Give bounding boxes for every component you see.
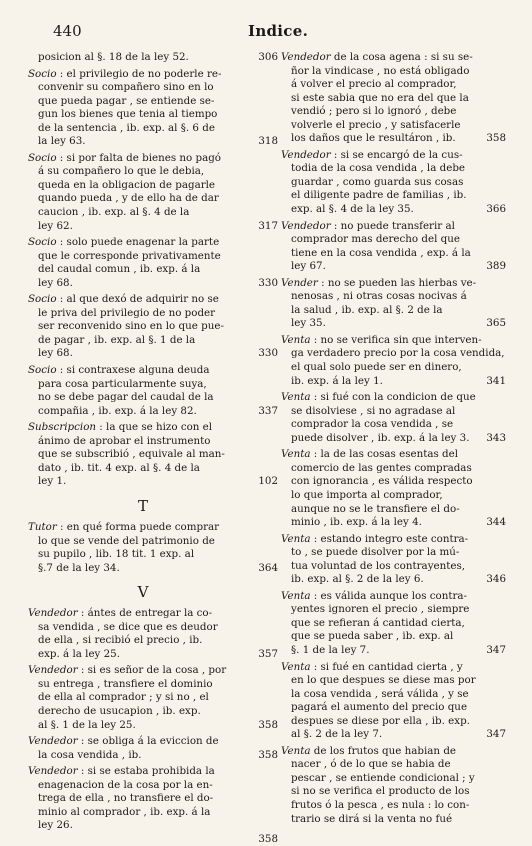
entry-line: comprador mas derecho del que (291, 233, 460, 246)
entry-headword: Vendedor (281, 51, 331, 63)
entry-line: puede disolver , ib. exp. á la ley 3. (291, 431, 470, 444)
entry-line: dato , ib. tit. 4 exp. al §. 4 de la (38, 461, 200, 474)
entry-headword: Venta (281, 333, 311, 346)
entry-line: tua voluntad de los contrayentes, (291, 559, 466, 572)
entry-line: los daños que le resultáron , ib. (291, 132, 456, 145)
page-reference: 344 (486, 516, 506, 529)
entry-line: la salud , ib. exp. al §. 2 de la (291, 303, 443, 316)
entry-headword: Venta (281, 532, 311, 545)
index-entry (281, 220, 506, 274)
entry-line: yentes ignoren el precio , siempre (291, 603, 470, 616)
entry-line: al §. 1 de la ley 25. (38, 718, 136, 731)
entry-line: el diligente padre de familias , ib. (291, 189, 467, 202)
entry-line: Vendedor : si se estaba prohibida la (28, 765, 215, 778)
entry-line: Vendedor : si es señor de la cosa , por (28, 664, 227, 677)
entry-line: convenir su compañero sino en lo (38, 81, 214, 94)
entry-line: lo que importa al comprador, (291, 488, 443, 501)
entry-headword: Subscripcion (28, 421, 97, 434)
entry-line: todia de la cosa vendida , la debe (291, 162, 466, 175)
entry-line: minio al comprador , ib. exp. á la (38, 805, 211, 818)
page-reference: 102 (258, 475, 278, 488)
entry-line: §. 1 de la ley 7. (291, 643, 370, 656)
entry-line: despues se diese por ella , ib. exp. (291, 714, 470, 727)
entry-headword: Venta (281, 448, 311, 461)
entry-line: caucion , ib. exp. al §. 4 de la (38, 206, 190, 219)
entry-line: aunque no se le transfiere el do- (291, 502, 460, 515)
entry-line: que le corresponde privativamente (38, 249, 221, 262)
page-reference: 330 (258, 347, 278, 360)
entry-headword: Vendedor (28, 765, 78, 778)
entry-line: ib. exp. al §. 2 de la ley 6. (291, 573, 424, 586)
entry-line: ley 26. (38, 819, 73, 832)
entry-line: ley 67. (291, 260, 326, 273)
entry-line: Venta : estando integro este contra- (281, 532, 469, 545)
index-entry (28, 152, 278, 233)
entry-line: comprador la cosa vendida , se (291, 418, 454, 431)
entry-line: Venta de los frutos que habian de (281, 744, 457, 757)
entry-line: Vendedor : se obliga á la eviccion de (28, 735, 219, 748)
entry-line: si este sabia que no era del que la (291, 91, 469, 104)
entry-line: su pupilo , lib. 18 tit. 1 exp. al (38, 548, 195, 561)
entry-line: ánimo de aprobar el instrumento (38, 434, 211, 447)
index-entry (28, 521, 278, 575)
entry-headword: Venta (281, 660, 311, 673)
entry-line: no se debe pagar del caudal de la (38, 391, 214, 404)
index-entry (281, 51, 506, 146)
entry-headword: Socio (28, 364, 57, 377)
entry-line: exp. al §. 4 de la ley 35. (291, 203, 414, 216)
entry-line: to , se puede disolver por la mú- (291, 546, 460, 559)
index-entry (28, 51, 278, 65)
entry-headword: Socio (28, 67, 57, 80)
index-entry (281, 745, 506, 826)
entry-line: Venta : si fué con la condicion de que (281, 391, 476, 404)
entry-line: ib. exp. á la ley 1. (291, 374, 383, 387)
entry-line: que pueda pagar , se entiende se- (38, 94, 215, 107)
index-entry (281, 277, 506, 331)
entry-line: Vendedor : no puede transferir al (281, 219, 455, 232)
entry-line: su entrega , transfiere el dominio (38, 677, 213, 690)
index-entry (281, 334, 506, 388)
entry-line: Socio : al que dexó de adquirir no se (28, 293, 219, 306)
index-entry (28, 293, 278, 361)
entry-line: en lo que despues se diese mas por (291, 674, 476, 687)
entry-line: tiene en la cosa vendida , exp. á la (291, 246, 471, 259)
entry-line: sa vendida , se dice que es deudor (38, 620, 218, 633)
entry-line: la ley 63. (38, 135, 86, 148)
page-reference: 343 (486, 431, 506, 444)
entry-line: vendió ; pero si lo ignoró , debe (291, 105, 457, 118)
entry-headword: Venta (281, 391, 311, 404)
entry-line: ley 35. (291, 317, 326, 330)
entry-line: la cosa vendida , será válida , y se (291, 687, 469, 700)
entry-line: de pagar , ib. exp. al §. 1 de la (38, 333, 196, 346)
entry-line: con ignorancia , es válida respecto (291, 475, 473, 488)
entry-headword: Vendedor (28, 664, 78, 677)
page-reference: 341 (486, 374, 506, 387)
entry-line: que se pueda saber , ib. exp. al (291, 630, 454, 643)
index-entry (28, 364, 278, 418)
entry-line: pescar , se entiende condicional ; y (291, 771, 475, 784)
entry-line: ñor la vindicase , no está obligado (291, 64, 470, 77)
page-title: Indice. (248, 22, 309, 40)
entry-line: á su compañero lo que le debia, (38, 165, 205, 178)
entry-line: guardar , como guarda sus cosas (291, 175, 464, 188)
entry-headword: Vendedor (28, 735, 78, 748)
entry-line: nacer , ó de lo que se habia de (291, 758, 451, 771)
entry-line: Socio : si por falta de bienes no pagó (28, 151, 222, 164)
section-letter: V (137, 583, 149, 602)
entry-line: Socio : solo puede enagenar la parte (28, 236, 220, 249)
entry-line: ley 62. (38, 219, 73, 232)
entry-line: para cosa particularmente suya, (38, 377, 207, 390)
entry-headword: Tutor (28, 520, 57, 533)
index-entry (281, 533, 506, 587)
entry-line: frutos ó la pesca , es nula : lo con- (291, 798, 470, 811)
page-reference: 358 (258, 832, 278, 845)
entry-line: enagenacion de la cosa por la en- (38, 778, 213, 791)
index-entry (28, 421, 278, 489)
page-reference: 358 (258, 718, 278, 731)
entry-line: Vendedor : si se encargó de la cus- (281, 148, 463, 161)
entry-line: nenosas , ni otras cosas nocivas á (291, 290, 467, 303)
entry-line: del caudal comun , ib. exp. á la (38, 263, 201, 276)
entry-line: lo que se vende del patrimonio de (38, 534, 215, 547)
entry-line: Tutor : en qué forma puede comprar (28, 520, 220, 533)
entry-line: comercio de las gentes compradas (291, 461, 472, 474)
entry-headword: Socio (28, 293, 57, 306)
left-column (28, 51, 278, 845)
page-reference: 337 (258, 404, 278, 417)
page-reference: 389 (486, 260, 506, 273)
entry-line: Subscripcion : la que se hizo con el (28, 421, 213, 434)
entry-line: de ella al comprador ; y si no , el (38, 691, 209, 704)
entry-line: se disolviese , si no agradase al (291, 404, 456, 417)
entry-headword: Vendedor (281, 148, 331, 161)
entry-line: Vender : no se pueden las hierbas ve- (281, 276, 477, 289)
entry-headword: Venta (281, 589, 311, 602)
index-entry (28, 236, 278, 290)
entry-headword: Vender (281, 276, 318, 289)
entry-line: queda en la obligacion de pagarle (38, 178, 216, 191)
entry-headword: Vendedor (281, 219, 331, 232)
page-reference: 346 (486, 573, 506, 586)
entry-line: Vendedor : ántes de entregar la co- (28, 607, 213, 620)
entry-line: volverle el precio , y satisfacerle (291, 118, 461, 131)
entry-line: pagará el aumento del precio que (291, 701, 468, 714)
entry-line: que se subscribió , equivale al man- (38, 448, 225, 461)
entry-line: si no se verifica el producto de los (291, 785, 470, 798)
entry-line: trega de ella , no transfiere el do- (38, 792, 214, 805)
index-entry (28, 664, 278, 732)
entry-line: §.7 de la ley 34. (38, 561, 120, 574)
entry-line: Venta : la de las cosas esentas del (281, 448, 459, 461)
entry-line: gun los bienes que tenia al tiempo (38, 108, 218, 121)
entry-line: á volver el precio al comprador, (291, 78, 457, 91)
page-reference: 347 (486, 643, 506, 656)
index-entry (281, 590, 506, 658)
entry-line: minio , ib. exp. á la ley 4. (291, 516, 422, 529)
entry-line: ley 1. (38, 475, 67, 488)
entry-line: la cosa vendida , ib. (38, 748, 142, 761)
entry-line: compañia , ib. exp. á la ley 82. (38, 404, 197, 417)
entry-line: ser reconvenido sino en lo que pue- (38, 320, 224, 333)
page-header (0, 22, 532, 46)
index-entry (281, 149, 506, 217)
page-reference: 365 (486, 317, 506, 330)
entry-line: Venta : es válida aunque los contra- (281, 589, 468, 602)
index-entry (28, 765, 278, 845)
index-entry (28, 607, 278, 661)
index-entry (28, 735, 278, 762)
entry-line: derecho de usucapion , ib. exp. (38, 704, 201, 717)
page-reference: 358 (486, 132, 506, 145)
entry-line: Venta : no se verifica sin que interven- (281, 333, 482, 346)
page-reference: 366 (486, 203, 506, 216)
entry-line: quando pueda , y de ello ha de dar (38, 192, 219, 205)
entry-line: trario se dirá si la venta no fué (291, 812, 453, 825)
entry-line: Vendedor de la cosa agena : si su se- (281, 51, 473, 63)
entry-line: Socio : el privilegio de no poderle re- (28, 67, 222, 80)
page-reference: 347 (486, 728, 506, 741)
entry-line: Socio : si contraxese alguna deuda (28, 364, 210, 377)
entry-line: posicion al §. 18 de la ley 52. (38, 51, 189, 63)
page-number: 440 (53, 22, 82, 40)
entry-line: de ella , si recibió el precio , ib. (38, 634, 203, 647)
entry-line: el qual solo puede ser en dinero, (291, 361, 462, 374)
entry-line: Venta : si fué en cantidad cierta , y (281, 660, 463, 673)
page-reference: 330 (258, 276, 278, 289)
right-column (281, 51, 506, 829)
page-reference: 306 (258, 51, 278, 63)
entry-line: que se refieran á cantidad cierta, (291, 616, 465, 629)
page-reference: 364 (258, 561, 278, 574)
page-reference: 317 (258, 219, 278, 232)
entry-line: ley 68. (38, 347, 73, 360)
entry-line: ga verdadero precio por la cosa vendida, (291, 347, 505, 360)
index-entry (281, 448, 506, 529)
index-entry (281, 661, 506, 742)
index-entry (281, 391, 506, 445)
entry-headword: Vendedor (28, 607, 78, 620)
page-reference: 357 (258, 647, 278, 660)
index-entry (28, 68, 278, 149)
page-reference: 318 (258, 135, 278, 148)
entry-line: de la sentencia , ib. exp. al §. 6 de (38, 121, 215, 134)
entry-line: al §. 2 de la ley 7. (291, 728, 383, 741)
entry-headword: Socio (28, 151, 57, 164)
entry-headword: Venta (281, 744, 311, 757)
section-letter: T (137, 496, 148, 515)
entry-line: exp. á la ley 25. (38, 647, 121, 660)
entry-line: le priva del privilegio de no poder (38, 306, 216, 319)
entry-headword: Socio (28, 236, 57, 249)
entry-line: ley 68. (38, 276, 73, 289)
page-reference: 358 (258, 748, 278, 761)
